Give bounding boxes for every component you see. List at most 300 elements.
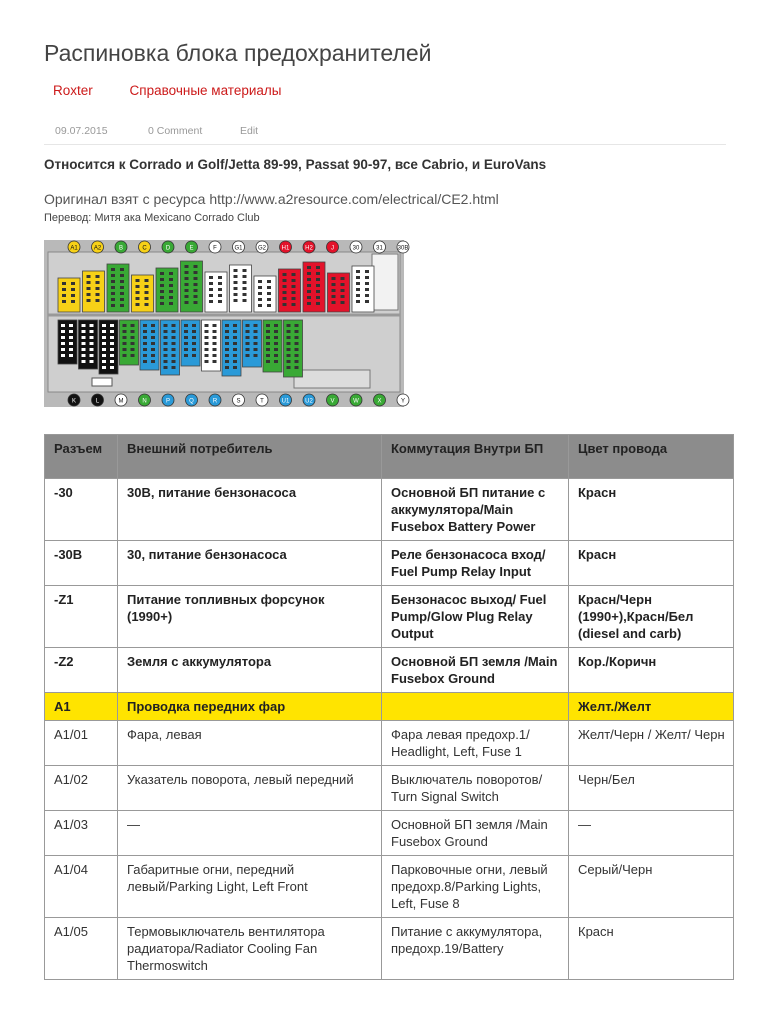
connector-pin	[225, 324, 229, 327]
connector-label: G2	[257, 245, 267, 252]
connector-label: N	[142, 398, 147, 405]
connector-pin	[192, 324, 196, 327]
cell-consumer: Проводка передних фар	[118, 693, 382, 721]
connector-pin	[225, 342, 229, 345]
connector-pin	[267, 298, 271, 301]
connector-pin	[274, 360, 278, 363]
connector-pin	[246, 330, 250, 333]
cell-wire-color: Кор./Коричн	[569, 648, 734, 693]
connector-label: T	[260, 398, 264, 405]
connector-pin	[234, 287, 238, 290]
table-row	[45, 811, 734, 856]
connector-pin	[254, 324, 258, 327]
connector-pin	[136, 297, 140, 300]
connector-pin	[246, 336, 250, 339]
cell-consumer: Термовыключатель вентилятора радиатора/Radiator Cooling Fan Thermoswitch	[118, 918, 382, 980]
connector-pin	[62, 300, 66, 303]
connector-pin	[61, 342, 65, 345]
connector-pin	[184, 336, 188, 339]
connector-pin	[332, 295, 336, 298]
connector-label: P	[165, 398, 171, 405]
cell-wire-color: Серый/Черн	[569, 856, 734, 918]
connector-pin	[120, 286, 124, 289]
connector-pin	[82, 354, 86, 357]
cell-wire-color: Красн	[569, 479, 734, 541]
connector-pin	[233, 360, 237, 363]
connector-label: E	[189, 245, 194, 252]
cell-connector: -Z1	[45, 586, 118, 648]
connector-pin	[194, 289, 198, 292]
connector-pin	[143, 354, 147, 357]
connector-pin	[283, 279, 287, 282]
connector-pin	[120, 274, 124, 277]
connector-pin	[205, 354, 209, 357]
connector-label: Y	[400, 398, 406, 405]
connector-pin	[365, 270, 369, 273]
connector-pin	[62, 282, 66, 285]
connector-pin	[266, 330, 270, 333]
connector-pin	[172, 354, 176, 357]
connector-pin	[164, 354, 168, 357]
connector-block	[58, 320, 77, 364]
connector-pin	[365, 288, 369, 291]
connector-pin	[160, 284, 164, 287]
connector-pin	[131, 336, 135, 339]
connector-pin	[111, 298, 115, 301]
connector-pin	[69, 336, 73, 339]
connector-pin	[295, 342, 299, 345]
connector-pin	[136, 279, 140, 282]
connector-pin	[87, 287, 91, 290]
connector-pin	[307, 290, 311, 293]
connector-pin	[295, 324, 299, 327]
connector-pin	[61, 330, 65, 333]
cell-switching: Основной БП земля /Main Fusebox Ground	[382, 648, 569, 693]
connector-pin	[164, 360, 168, 363]
connector-pin	[213, 342, 217, 345]
connector-pin	[205, 330, 209, 333]
connector-pin	[151, 330, 155, 333]
connector-pin	[185, 265, 189, 268]
connector-pin	[287, 330, 291, 333]
connector-pin	[209, 294, 213, 297]
connector-pin	[209, 282, 213, 285]
connector-label: A1	[70, 245, 78, 252]
connector-pin	[307, 278, 311, 281]
connector-pin	[131, 348, 135, 351]
connector-pin	[102, 360, 106, 363]
cell-wire-color: —	[569, 811, 734, 856]
connector-block	[352, 266, 374, 312]
connector-block	[181, 261, 203, 312]
connector-pin	[266, 354, 270, 357]
connector-pin	[274, 336, 278, 339]
connector-pin	[123, 336, 127, 339]
cell-consumer: —	[118, 811, 382, 856]
connector-pin	[111, 304, 115, 307]
connector-block	[156, 268, 178, 312]
connector-pin	[111, 292, 115, 295]
cell-connector: -Z2	[45, 648, 118, 693]
cell-wire-color: Желт./Желт	[569, 693, 734, 721]
connector-pin	[266, 360, 270, 363]
connector-pin	[110, 360, 114, 363]
connector-pin	[90, 324, 94, 327]
connector-pin	[266, 324, 270, 327]
connector-pin	[143, 324, 147, 327]
connector-pin	[205, 360, 209, 363]
cell-connector: A1	[45, 693, 118, 721]
connector-pin	[258, 286, 262, 289]
connector-pin	[102, 354, 106, 357]
connector-pin	[246, 324, 250, 327]
connector-pin	[194, 271, 198, 274]
connector-pin	[184, 354, 188, 357]
connector-block	[132, 275, 154, 312]
table-row	[45, 586, 734, 648]
connector-pin	[332, 301, 336, 304]
connector-pin	[287, 366, 291, 369]
connector-pin	[151, 336, 155, 339]
connector-pin	[225, 354, 229, 357]
connector-pin	[185, 277, 189, 280]
connector-pin	[254, 348, 258, 351]
connector-pin	[184, 342, 188, 345]
connector-pin	[287, 324, 291, 327]
connector-pin	[82, 348, 86, 351]
connector-pin	[233, 366, 237, 369]
connector-pin	[283, 291, 287, 294]
connector-pin	[110, 324, 114, 327]
connector-pin	[234, 293, 238, 296]
connector-pin	[356, 294, 360, 297]
connector-pin	[283, 273, 287, 276]
header-consumer: Внешний потребитель	[118, 435, 382, 479]
connector-label: H2	[305, 245, 313, 252]
connector-pin	[243, 293, 247, 296]
connector-pin	[120, 268, 124, 271]
connector-label: S	[236, 398, 241, 405]
source-text: Оригинал взят с ресурса http://www.a2resource.com/electrical/CE2.html	[44, 191, 499, 207]
connector-pin	[110, 354, 114, 357]
connector-pin	[131, 324, 135, 327]
cell-consumer: Указатель поворота, левый передний	[118, 766, 382, 811]
connector-pin	[194, 283, 198, 286]
connector-pin	[295, 336, 299, 339]
connector-pin	[295, 360, 299, 363]
connector-pin	[71, 300, 75, 303]
connector-pin	[102, 366, 106, 369]
connector-pin	[123, 354, 127, 357]
cell-switching: Основной БП земля /Main Fusebox Ground	[382, 811, 569, 856]
connector-pin	[274, 354, 278, 357]
connector-pin	[136, 285, 140, 288]
connector-pin	[192, 348, 196, 351]
connector-pin	[365, 276, 369, 279]
edit-link[interactable]: Edit	[240, 125, 259, 137]
connector-pin	[307, 302, 311, 305]
cell-connector: A1/02	[45, 766, 118, 811]
connector-pin	[102, 348, 106, 351]
connector-pin	[102, 330, 106, 333]
connector-pin	[258, 292, 262, 295]
connector-pin	[90, 354, 94, 357]
connector-pin	[87, 299, 91, 302]
connector-pin	[96, 287, 100, 290]
connector-pin	[254, 336, 258, 339]
connector-pin	[143, 336, 147, 339]
connector-pin	[143, 360, 147, 363]
connector-pin	[213, 336, 217, 339]
connector-pin	[61, 348, 65, 351]
connector-pin	[213, 348, 217, 351]
cell-switching: Бензонасос выход/ Fuel Pump/Glow Plug Relay Output	[382, 586, 569, 648]
connector-pin	[258, 298, 262, 301]
connector-label: U1	[281, 398, 290, 405]
cell-switching: Парковочные огни, левый предохр.8/Parking Lights, Left, Fuse 8	[382, 856, 569, 918]
connector-pin	[131, 342, 135, 345]
connector-pin	[341, 295, 345, 298]
connector-pin	[185, 301, 189, 304]
connector-pin	[292, 273, 296, 276]
author-link[interactable]: Roxter	[53, 83, 93, 98]
connector-pin	[267, 280, 271, 283]
fusebox-diagram	[44, 240, 409, 407]
connector-label: B	[118, 245, 124, 252]
connector-pin	[209, 288, 213, 291]
connector-pin	[164, 330, 168, 333]
comments-link[interactable]: 0 Comment	[148, 125, 203, 137]
connector-pin	[356, 276, 360, 279]
connector-pin	[185, 289, 189, 292]
table-row	[45, 766, 734, 811]
connector-pin	[69, 354, 73, 357]
connector-block	[328, 273, 350, 312]
connector-pin	[160, 290, 164, 293]
connector-pin	[184, 330, 188, 333]
connector-pin	[266, 348, 270, 351]
connector-pin	[120, 280, 124, 283]
table-row	[45, 479, 734, 541]
connector-pin	[192, 354, 196, 357]
connector-pin	[233, 330, 237, 333]
connector-pin	[172, 360, 176, 363]
translator-credit: Перевод: Митя ака Mexicano Corrado Club	[44, 212, 260, 224]
connector-pin	[172, 348, 176, 351]
connector-pin	[254, 330, 258, 333]
connector-pin	[111, 274, 115, 277]
connector-pin	[243, 281, 247, 284]
connector-pin	[184, 348, 188, 351]
connector-pin	[287, 342, 291, 345]
connector-pin	[136, 303, 140, 306]
connector-pin	[185, 283, 189, 286]
cell-connector: -30	[45, 479, 118, 541]
table-section-row	[45, 693, 734, 721]
connector-pin	[90, 342, 94, 345]
connector-pin	[356, 300, 360, 303]
connector-pin	[213, 330, 217, 333]
post-meta	[44, 118, 726, 145]
connector-pin	[267, 304, 271, 307]
connector-pin	[90, 330, 94, 333]
connector-pin	[316, 266, 320, 269]
pinout-table	[44, 434, 734, 980]
connector-pin	[102, 342, 106, 345]
connector-pin	[82, 360, 86, 363]
connector-label: W	[353, 398, 359, 405]
connector-pin	[169, 278, 173, 281]
connector-pin	[123, 330, 127, 333]
connector-block	[83, 271, 105, 312]
connector-label: 30B	[397, 245, 409, 252]
cell-connector: A1/01	[45, 721, 118, 766]
cell-wire-color: Красн/Черн (1990+),Красн/Бел (diesel and carb)	[569, 586, 734, 648]
connector-pin	[266, 342, 270, 345]
connector-label: F	[213, 245, 217, 252]
connector-pin	[287, 336, 291, 339]
connector-pin	[172, 342, 176, 345]
cell-switching: Основной БП питание с аккумулятора/Main Fusebox Battery Power	[382, 479, 569, 541]
connector-pin	[225, 360, 229, 363]
connector-pin	[356, 282, 360, 285]
connector-pin	[243, 299, 247, 302]
connector-pin	[110, 336, 114, 339]
connector-pin	[287, 348, 291, 351]
connector-pin	[292, 291, 296, 294]
connector-pin	[243, 287, 247, 290]
fusebox-relay-slot	[294, 370, 370, 388]
connector-block	[222, 320, 241, 376]
connector-label: Q	[189, 398, 194, 405]
connector-pin	[258, 304, 262, 307]
connector-pin	[145, 291, 149, 294]
connector-pin	[194, 301, 198, 304]
connector-pin	[123, 342, 127, 345]
cell-switching: Фара левая предохр.1/ Headlight, Left, Fuse 1	[382, 721, 569, 766]
category-link[interactable]: Справочные материалы	[129, 83, 282, 98]
connector-pin	[172, 330, 176, 333]
connector-pin	[61, 336, 65, 339]
connector-pin	[365, 282, 369, 285]
connector-label: C	[142, 245, 147, 252]
connector-pin	[110, 342, 114, 345]
applicability-text: Относится к Corrado и Golf/Jetta 89-99, Passat 90-97, все Cabrio, и EuroVans	[44, 157, 547, 172]
cell-consumer: Земля с аккумулятора	[118, 648, 382, 693]
connector-block	[99, 320, 118, 374]
connector-block	[202, 320, 221, 371]
connector-pin	[274, 348, 278, 351]
connector-pin	[87, 281, 91, 284]
connector-pin	[233, 354, 237, 357]
table-header-row	[45, 435, 734, 479]
cell-wire-color: Желт/Черн / Желт/ Черн	[569, 721, 734, 766]
connector-pin	[62, 294, 66, 297]
cell-wire-color: Красн	[569, 918, 734, 980]
connector-pin	[120, 298, 124, 301]
connector-pin	[225, 330, 229, 333]
connector-pin	[213, 354, 217, 357]
connector-block	[263, 320, 282, 372]
connector-pin	[61, 354, 65, 357]
connector-block	[79, 320, 98, 369]
connector-pin	[287, 354, 291, 357]
cell-switching	[382, 693, 569, 721]
connector-pin	[164, 342, 168, 345]
table-row	[45, 721, 734, 766]
connector-label: U2	[305, 398, 313, 405]
connector-pin	[316, 284, 320, 287]
connector-pin	[96, 293, 100, 296]
connector-pin	[267, 286, 271, 289]
connector-pin	[283, 285, 287, 288]
cell-consumer: 30В, питание бензонасоса	[118, 479, 382, 541]
connector-pin	[274, 324, 278, 327]
connector-pin	[164, 324, 168, 327]
cell-connector: A1/04	[45, 856, 118, 918]
connector-pin	[172, 324, 176, 327]
connector-pin	[205, 342, 209, 345]
connector-pin	[111, 280, 115, 283]
connector-pin	[145, 303, 149, 306]
connector-pin	[194, 295, 198, 298]
connector-pin	[233, 348, 237, 351]
connector-pin	[102, 336, 106, 339]
connector-pin	[123, 324, 127, 327]
connector-pin	[69, 348, 73, 351]
connector-pin	[234, 299, 238, 302]
connector-block	[107, 264, 129, 312]
connector-pin	[295, 366, 299, 369]
connector-pin	[192, 342, 196, 345]
connector-block	[161, 320, 180, 375]
connector-pin	[316, 278, 320, 281]
connector-pin	[169, 284, 173, 287]
connector-pin	[136, 291, 140, 294]
connector-pin	[192, 336, 196, 339]
connector-pin	[316, 296, 320, 299]
connector-pin	[218, 282, 222, 285]
connector-pin	[295, 354, 299, 357]
connector-pin	[169, 272, 173, 275]
connector-pin	[102, 324, 106, 327]
connector-pin	[131, 354, 135, 357]
cell-connector: A1/05	[45, 918, 118, 980]
connector-pin	[69, 330, 73, 333]
connector-pin	[292, 297, 296, 300]
connector-pin	[205, 336, 209, 339]
connector-pin	[82, 342, 86, 345]
connector-pin	[267, 292, 271, 295]
connector-pin	[307, 266, 311, 269]
connector-pin	[111, 286, 115, 289]
connector-pin	[160, 302, 164, 305]
connector-label: M	[118, 398, 124, 405]
connector-pin	[295, 348, 299, 351]
connector-block	[205, 272, 227, 312]
connector-pin	[110, 330, 114, 333]
connector-pin	[287, 360, 291, 363]
connector-pin	[341, 289, 345, 292]
connector-pin	[283, 297, 287, 300]
connector-pin	[90, 360, 94, 363]
connector-pin	[87, 275, 91, 278]
connector-pin	[96, 299, 100, 302]
connector-pin	[172, 336, 176, 339]
connector-pin	[120, 292, 124, 295]
cell-switching: Питание с аккумулятора, предохр.19/Battery	[382, 918, 569, 980]
connector-pin	[283, 303, 287, 306]
